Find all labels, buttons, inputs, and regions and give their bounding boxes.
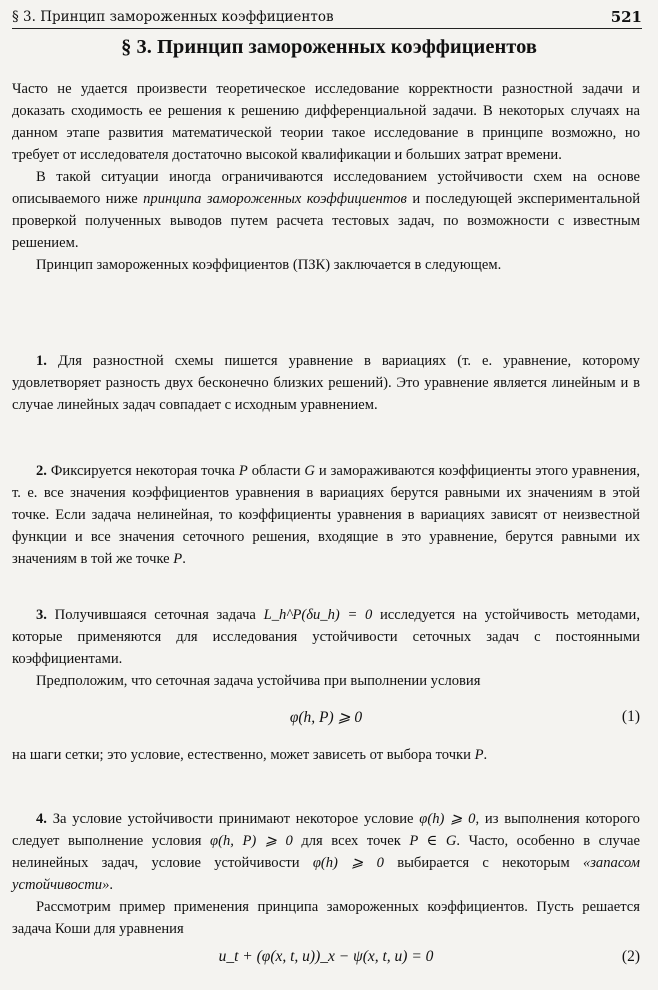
- emphasis-stability-margin: «запасом устойчивости»: [12, 855, 640, 893]
- item-3-formula: L_h^P(δu_h) = 0: [263, 607, 373, 623]
- emphasis-frozen-coefficients: принципа замороженных коэффициентов: [143, 191, 407, 207]
- equation-2-tag: (2): [621, 948, 640, 965]
- paragraph-5: на шаги сетки; это условие, естественно, может зависеть от выбора точки P.: [12, 747, 488, 763]
- item-3: 3. Получившаяся сеточная задача L_h^P(δu_h) = 0 исследуется на устойчивость методами, которые применяются для исследования устойчивости сеточных задач с постоянными коэффициентами. Предположим, что сеточная задача устойчива при выполнении условия: [12, 604, 640, 692]
- running-head-title: § 3. Принцип замороженных коэффициентов: [12, 9, 334, 25]
- equation-1-tag: (1): [621, 708, 640, 725]
- paragraph-3: Принцип замороженных коэффициентов (ПЗК) заключается в следующем.: [36, 257, 502, 273]
- paragraph-2: В такой ситуации иногда ограничиваются исследованием устойчивости схем на основе описываемого ниже принципа замороженных коэффициентов и последующей экспериментальной проверкой полученных выводов путем расчета тестовых задач, по возможности с известным решением.: [12, 169, 641, 251]
- paragraph-6: Рассмотрим пример применения принципа замороженных коэффициентов. Пусть решается задача Коши для уравнения: [12, 899, 640, 937]
- equation-1-expression: φ(h, P) ⩾ 0: [289, 709, 363, 726]
- section-title: § 3. Принцип замороженных коэффициентов: [121, 36, 537, 58]
- equation-1: [12, 708, 640, 732]
- item-1: [12, 350, 640, 416]
- page-number: 521: [610, 8, 642, 26]
- item-4-number: 4.: [36, 811, 47, 827]
- item-2: 2. Фиксируется некоторая точка P области G и замораживаются коэффициенты этого уравнения, т. е. все значения коэффициентов уравнения в вариациях берутся равными их значениям в этой точке. Если задача нелинейная, то коэффициенты уравнения в вариациях зависят от неизвестной функции и все значения сеточного решения, входящие в это уравнение, берутся равными их значениям в той же точке P.: [12, 463, 641, 567]
- item-2-number: 2.: [36, 463, 47, 479]
- paragraph-4: Предположим, что сеточная задача устойчива при выполнении условия: [36, 673, 481, 689]
- item-4: 4. За условие устойчивости принимают некоторое условие φ(h) ⩾ 0, из выполнения которого следует выполнение условия φ(h, P) ⩾ 0 для всех точек P ∈ G. Часто, особенно в случае нелинейных задач, условие устойчивости φ(h) ⩾ 0 выбирается с некоторым «запасом устойчивости». Рассмотрим пример применения принципа замороженных коэффициентов. Пусть решается задача Коши для уравнения: [12, 808, 640, 940]
- running-head: [12, 4, 642, 29]
- paragraph-1: Часто не удается произвести теоретическое исследование корректности разностной задачи и доказать сходимость ее решения к решению дифференциальной задачи. В некоторых случаях на данном этапе развития математической теории такое исследование в принципе возможно, но требует от исследователя достаточно высокой квалификации и больших затрат времени.: [12, 81, 640, 163]
- item-3-number: 3.: [36, 607, 47, 623]
- item-1-text: Для разностной схемы пишется уравнение в вариациях (т. е. уравнение, которому удовлетворяет разность двух бесконечно близких решений). Это уравнение является линейным и в случае линейных задач совпадает с исходным уравнением.: [12, 353, 640, 413]
- item-1-number: 1.: [36, 353, 47, 369]
- intro-block: [12, 78, 640, 276]
- equation-2-expression: u_t + (φ(x, t, u))_x − ψ(x, t, u) = 0: [218, 948, 434, 965]
- equation-2: [12, 948, 640, 972]
